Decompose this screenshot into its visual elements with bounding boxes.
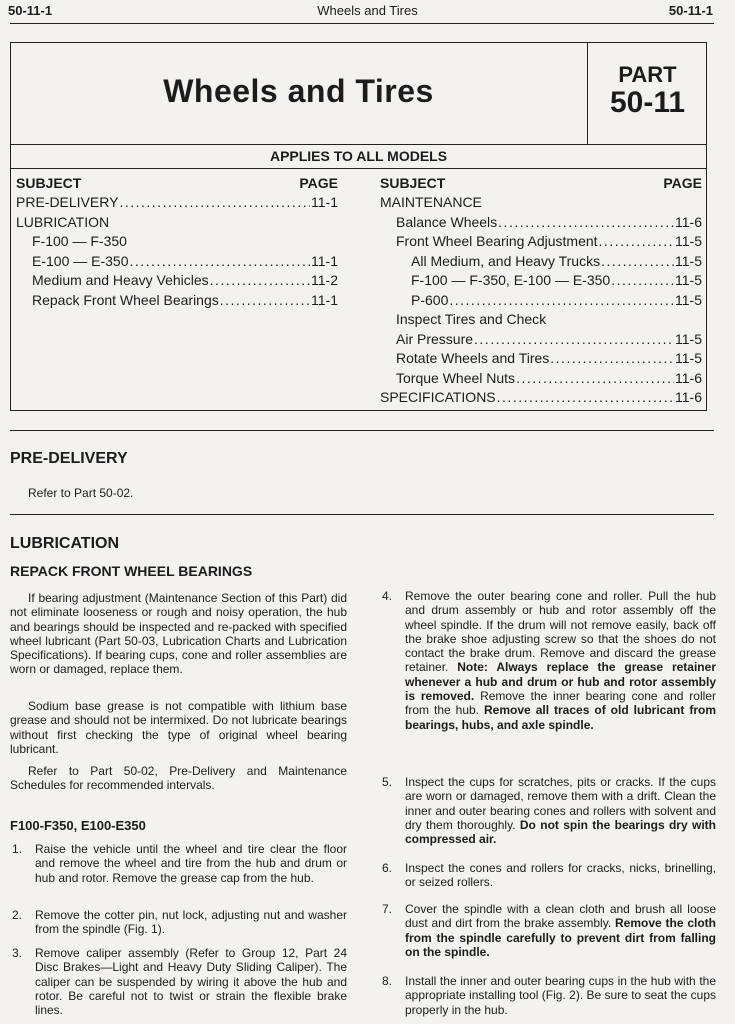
toc-entry: Air Pressure ..... 11-5	[380, 330, 702, 350]
page-heading: PAGE	[299, 175, 338, 191]
step-text: Cover the spindle with a clean cloth and brush all loose dust and dirt from the brake assembly. Remove the cloth from the spindle carefully to prevent dirt from falling on the spindle.	[405, 902, 716, 959]
step-text: Install the inner and outer bearing cups in the hub with the appropriate installing tool (Fig. 2). Be sure to seat the cups properly in the hub.	[405, 974, 716, 1017]
toc-entry: Balance Wheels ..... 11-6	[380, 213, 702, 233]
paragraph: Refer to Part 50-02, Pre-Delivery and Maintenance Schedules for recommended intervals.	[10, 764, 347, 793]
toc-entry: Medium and Heavy Vehicles ..... 11-2	[16, 271, 338, 291]
subject-heading: SUBJECT	[16, 175, 82, 191]
step-text: Inspect the cones and rollers for cracks, nicks, brinelling, or seized rollers.	[405, 861, 716, 890]
part-label: PART	[618, 62, 677, 87]
toc-entry: Inspect Tires and Check	[396, 311, 547, 327]
step-number: 8.	[382, 974, 393, 988]
paragraph: Sodium base grease is not compatible with lithium base grease and should not be intermixed. Do not lubricate bearings without first checking the type of original wheel bearing lubricant.	[10, 699, 347, 756]
toc-entry: Front Wheel Bearing Adjustment ..... 11-5	[380, 232, 702, 252]
toc-entry: Torque Wheel Nuts ..... 11-6	[380, 369, 702, 389]
step-text: Inspect the cups for scratches, pits or cracks. If the cups are worn or damaged, remove them with a drift. Clean the inner and outer bearing cones and rollers with solvent and dry them thoroughly. Do not spin the bearings dry with compressed air.	[405, 775, 716, 847]
step-text: Remove the cotter pin, nut lock, adjusting nut and washer from the spindle (Fig. 1).	[35, 908, 347, 937]
step-number: 3.	[12, 946, 23, 960]
contents-table	[10, 144, 707, 411]
toc-entry: F-100 — F-350	[32, 233, 127, 249]
applies-to: APPLIES TO ALL MODELS	[269, 148, 448, 164]
step-number: 6.	[382, 861, 393, 875]
contents-header	[16, 173, 338, 193]
title-box	[10, 42, 707, 145]
paragraph: If bearing adjustment (Maintenance Section of this Part) did not eliminate looseness or rough and noisy operation, the hub and bearings should be inspected and re-packed with specified wheel lubricant (Part 50-03, Lubrication Charts and Lubrication Specifications). If bearing cups, cone and roller assemblies are worn or damaged, replace them.	[10, 591, 347, 677]
section-rule	[10, 430, 714, 431]
repack-heading: REPACK FRONT WHEEL BEARINGS	[10, 563, 253, 579]
toc-entry: MAINTENANCE	[380, 194, 482, 210]
step-text: Remove the outer bearing cone and roller. Pull the hub and drum assembly or hub and rotor assembly off the wheel spindle. If the drum will not remove easily, back off the brake shoe adjusting screw so that the shoes do not contact the brake drum. Remove and discard the grease retainer. Note: Always replace the grease retainer whenever a hub and drum or hub and rotor assembly is removed. Remove the inner bearing cone and roller from the hub. Remove all traces of old lubricant from bearings, hubs, and axle spindle.	[405, 589, 716, 732]
page-number-left: 50-11-1	[8, 3, 53, 18]
part-box	[587, 43, 707, 144]
step-number: 1.	[12, 842, 23, 856]
step-number: 2.	[12, 908, 23, 922]
models-heading: F100-F350, E100-E350	[10, 818, 146, 833]
toc-entry: Rotate Wheels and Tires ..... 11-5	[380, 349, 702, 369]
contents-header	[380, 173, 702, 193]
part-number: 50-11	[609, 86, 686, 119]
header-rule	[10, 23, 714, 24]
page-title: Wheels and Tires	[163, 73, 434, 109]
step-text: Remove caliper assembly (Refer to Group 12, Part 24 Disc Brakes—Light and Heavy Duty Sliding Caliper). The caliper can be suspended by wiring it above the hub and rotor. Be careful not to twist or strain the flexible brake lines.	[35, 946, 347, 1018]
step-number: 4.	[382, 589, 393, 603]
toc-entry: SPECIFICATIONS ..... 11-6	[380, 388, 702, 408]
contents-right-column	[380, 173, 702, 408]
toc-entry: PRE-DELIVERY ..... 11-1	[16, 193, 338, 213]
predelivery-text: Refer to Part 50-02.	[28, 486, 134, 500]
predelivery-heading: PRE-DELIVERY	[10, 450, 128, 467]
toc-entry: E-100 — E-350 ..... 11-1	[16, 252, 338, 272]
subject-heading: SUBJECT	[380, 175, 446, 191]
step-number: 7.	[382, 902, 393, 916]
step-text: Raise the vehicle until the wheel and tire clear the floor and remove the wheel and tire from the hub and drum or hub and rotor. Remove the grease cap from the hub.	[35, 842, 347, 885]
lubrication-heading: LUBRICATION	[10, 535, 120, 552]
step-number: 5.	[382, 775, 393, 789]
section-rule	[10, 514, 714, 515]
toc-entry: P-600 ..... 11-5	[380, 291, 702, 311]
contents-left-column	[16, 173, 338, 310]
toc-entry: All Medium, and Heavy Trucks ..... 11-5	[380, 252, 702, 272]
toc-entry: Repack Front Wheel Bearings ..... 11-1	[16, 291, 338, 311]
toc-entry: LUBRICATION	[16, 213, 110, 230]
running-title: Wheels and Tires	[317, 3, 418, 18]
page-heading: PAGE	[663, 175, 702, 191]
contents-rule	[11, 168, 706, 169]
page-number-right: 50-11-1	[668, 3, 713, 18]
toc-entry: F-100 — F-350, E-100 — E-350 ..... 11-5	[380, 271, 702, 291]
